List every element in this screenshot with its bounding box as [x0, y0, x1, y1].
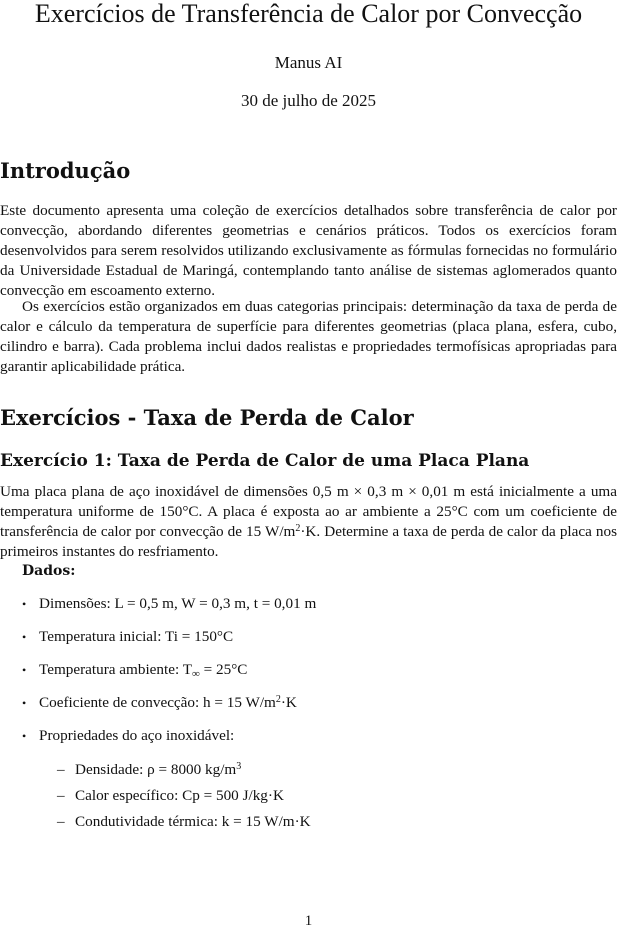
given-item-convection-coeff: • Coeficiente de convecção: h = 15 $W/m^2\cdot K$: [22, 694, 297, 711]
bullet-icon: •: [22, 729, 27, 743]
exercise-1-statement: Uma placa plana de aço inoxidável de dimensões 0,5 m × 0,3 m × 0,01 m está inicialmente a uma temperatura uniforme de 150°C. A placa é exposta ao ar ambiente a 25°C com um coeficiente de transferência de calor por convecção de 15 $W/m^2\cdot K$. Determine a taxa de perda de calor da placa nos primeiros instantes do resfriamento.: [0, 483, 617, 560]
exercise-1-heading: Exercício 1: Taxa de Perda de Calor de uma Placa Plana: [0, 451, 530, 471]
bullet-icon: •: [22, 597, 27, 611]
property-density: – Densidade: ρ = 8000 $kg/m^3$: [57, 761, 242, 778]
section-heading: Exercícios - Taxa de Perda de Calor: [0, 405, 414, 430]
given-label: Dados:: [22, 563, 76, 579]
document-author: Manus AI: [274, 53, 343, 72]
document-title: Exercícios de Transferência de Calor por Convecção: [34, 0, 583, 28]
bullet-icon: •: [22, 630, 27, 644]
property-specific-heat: – Calor específico: Cp = 500 J/kg·K: [57, 787, 284, 804]
page-number: 1: [304, 913, 313, 929]
given-item-properties: • Propriedades do aço inoxidável:: [22, 727, 235, 744]
introduction-paragraph-2: Os exercícios estão organizados em duas categorias principais: determinação da taxa de perda de calor e cálculo da temperatura de superfície para diferentes geometrias (placa plana, esfera, cubo, cilindro e barra). Cada problema inclui dados realistas e propriedades termofísicas apropriadas para garantir aplicabilidade prática.: [0, 298, 617, 375]
given-item-initial-temp: • Temperatura inicial: Ti = 150°C: [22, 628, 234, 645]
document-date: 30 de julho de 2025: [240, 91, 377, 110]
introduction-paragraph-1: Este documento apresenta uma coleção de exercícios detalhados sobre transferência de calor por convecção, abordando diferentes geometrias e cenários práticos. Todos os exercícios foram desenvolvidos para serem resolvidos utilizando exclusivamente as fórmulas fornecidas no formulário da Universidade Estadual de Maringá, contemplando tanto análise de sistemas aglomerados quanto convecção em escoamento externo.: [0, 202, 617, 299]
property-conductivity: – Condutividade térmica: k = 15 W/m·K: [57, 813, 311, 830]
dash-icon: –: [57, 787, 65, 804]
introduction-heading: Introdução: [0, 158, 131, 183]
bullet-icon: •: [22, 696, 27, 710]
given-item-ambient-temp: • Temperatura ambiente: $T_\infty = 25^\circ C$: [22, 661, 248, 680]
dash-icon: –: [57, 761, 65, 778]
bullet-icon: •: [22, 663, 27, 677]
given-item-dimensions: • Dimensões: L = 0,5 m, W = 0,3 m, t = 0,01 m: [22, 595, 317, 612]
dash-icon: –: [57, 813, 65, 830]
